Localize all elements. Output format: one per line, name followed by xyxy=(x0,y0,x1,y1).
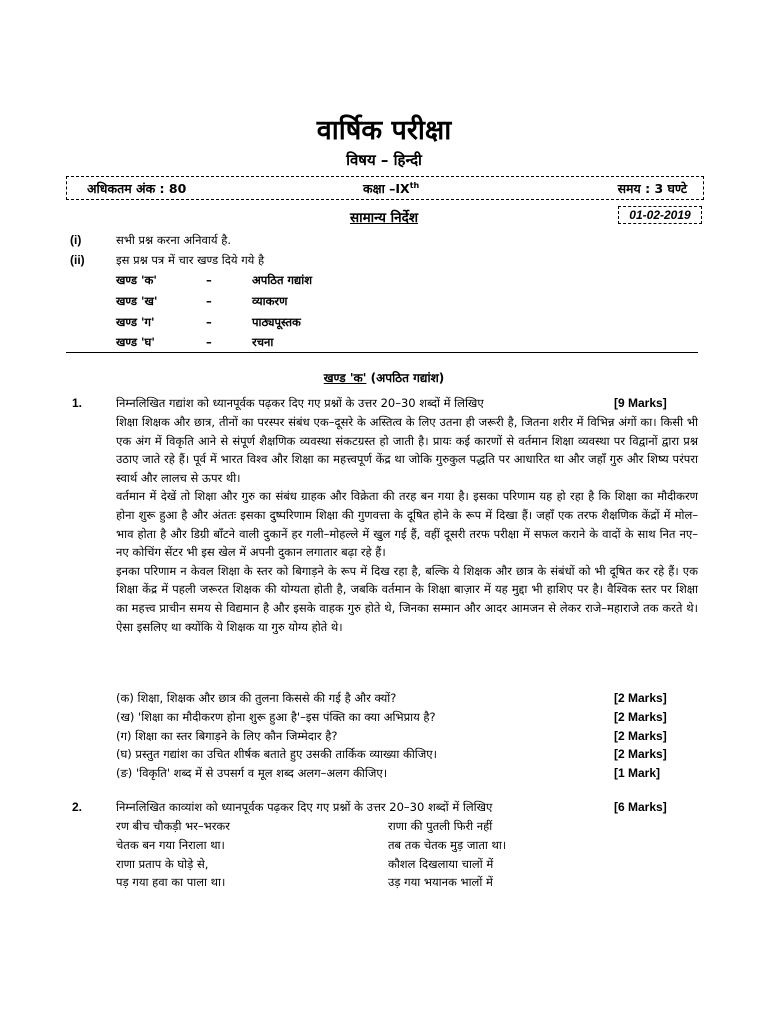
question-2-number: 2. xyxy=(72,800,83,814)
question-2-marks: [6 Marks] xyxy=(614,800,667,814)
subquestion-kha: (ख) 'शिक्षा का मौदीकरण होना शुरू हुआ है'–इस पंक्ति का क्या अभिप्राय है? xyxy=(116,710,436,724)
subquestion-nga: (ङ) 'विकृति' शब्द में से उपसर्ग व मूल शब्द अलग–अलग कीजिए। xyxy=(116,766,388,780)
subquestion-kha-marks: [2 Marks] xyxy=(614,710,667,724)
section-desc-kha: व्याकरण xyxy=(252,294,288,308)
section-desc-ka: अपठित गद्यांश xyxy=(252,273,313,287)
exam-title: वार्षिक परीक्षा xyxy=(316,115,452,146)
instructions-heading: सामान्य निर्देश xyxy=(349,210,419,226)
subquestion-ka-marks: [2 Marks] xyxy=(614,691,667,705)
exam-date: 01-02-2019 xyxy=(618,206,702,224)
section-a-heading-main: खण्ड 'क' xyxy=(323,371,367,385)
poem-left-line-4: पड़ गया हवा का पाला था। xyxy=(116,875,226,889)
poem-right-line-3: कौशल दिखलाया चालों में xyxy=(388,857,494,871)
poem-left-line-1: रण बीच चौकड़ी भर–भरकर xyxy=(116,819,230,833)
passage-paragraph-1: शिक्षा शिक्षक और छात्र, तीनों का परस्पर संबंध एक–दूसरे के अस्तित्व के लिए उतना ही जरूरी है, जितना शरीर में विभिन्न अंगों का। किसी भी एक अंग में विकृति आने से संपूर्ण शैक्षणिक व्यवस्था संकटग्रस्त हो जाती है। प्रायः कई कारणों से वर्तमान शिक्षा व्यवस्था पर विद्वानों द्वारा प्रश्न उठाए जाते रहे हैं। पूर्व में भारत विश्व और शिक्षा का महत्त्वपूर्ण केंद्र था जोकि गुरुकुल पद्धति पर आधारित था और जहाँ गुरु और शिष्य परंपरा स्वार्थ और लालच से ऊपर थी। xyxy=(116,415,698,485)
subquestion-ga: (ग) शिक्षा का स्तर बिगाड़ने के लिए कौन जिम्मेदार है? xyxy=(116,729,338,743)
question-1-marks: [9 Marks] xyxy=(614,396,667,410)
time-info: समय : 3 घण्टे xyxy=(617,181,687,196)
max-marks: अधिकतम अंक : 80 xyxy=(87,181,187,196)
section-dash-gha: – xyxy=(206,335,212,349)
instruction-text-2: इस प्रश्न पत्र में चार खण्ड दिये गये है xyxy=(116,253,265,267)
instruction-num-1: (i) xyxy=(70,233,82,247)
section-dash-ka: – xyxy=(206,273,212,287)
subquestion-gha-marks: [2 Marks] xyxy=(614,747,667,761)
instruction-text-1: सभी प्रश्न करना अनिवार्य है. xyxy=(116,233,231,247)
passage-paragraph-3: इनका परिणाम न केवल शिक्षा के स्तर को बिगाड़ने के रूप में दिख रहा है, बल्कि ये शिक्षक और छात्र के संबंधों को भी दूषित कर रहे हैं। एक शिक्षा केंद्र में पहली जरूरत शिक्षक की योग्यता होती है, जबकि वर्तमान के शिक्षा बाज़ार में यह मुद्दा भी हाशिए पर है। वैश्विक स्तर पर शिक्षा का महत्त्व प्राचीन समय से विद्यमान है और इसके वाहक गुरु होते थे, जिनका सम्मान और आदर आमजन से लेकर राजे–महाराजे तक करते थे। ऐसा इसलिए था क्योंकि ये शिक्षक या गुरु योग्य होते थे। xyxy=(116,563,698,634)
subquestion-ka: (क) शिक्षा, शिक्षक और छात्र की तुलना किससे की गई है और क्यों? xyxy=(116,691,397,705)
section-a-heading-rest: (अपठित गद्यांश) xyxy=(366,371,445,385)
question-1-prompt: निम्नलिखित गद्यांश को ध्यानपूर्वक पढ़कर दिए गए प्रश्नों के उत्तर 20–30 शब्दों में लिखिए xyxy=(116,396,484,410)
subject-line: विषय – हिन्दी xyxy=(346,151,422,169)
subquestion-nga-marks: [1 Mark] xyxy=(614,766,661,780)
section-name-gha: खण्ड 'घ' xyxy=(116,335,155,349)
section-desc-ga: पाठ्यपूस्तक xyxy=(252,315,301,329)
poem-right-line-2: तब तक चेतक मुड़ जाता था। xyxy=(388,838,507,852)
subquestion-gha: (घ) प्रस्तुत गद्यांश का उचित शीर्षक बताते हुए उसकी तार्किक व्याख्या कीजिए। xyxy=(116,747,438,761)
section-name-kha: खण्ड 'ख' xyxy=(116,294,158,308)
instruction-num-2: (ii) xyxy=(70,253,85,267)
class-label: कक्षा –IX xyxy=(363,181,410,196)
poem-left-line-3: राणा प्रताप के घोड़े से, xyxy=(116,857,209,871)
subquestion-ga-marks: [2 Marks] xyxy=(614,729,667,743)
section-a-heading xyxy=(0,369,768,386)
question-2-prompt: निम्नलिखित काव्यांश को ध्यानपूर्वक पढ़कर दिए गए प्रश्नों के उत्तर 20–30 शब्दों में लिखिए xyxy=(116,800,493,814)
section-dash-ga: – xyxy=(206,315,212,329)
section-desc-gha: रचना xyxy=(252,335,274,349)
question-1-passage xyxy=(116,413,698,636)
section-dash-kha: – xyxy=(206,294,212,308)
divider-line xyxy=(66,352,698,353)
passage-paragraph-2: वर्तमान में देखें तो शिक्षा और गुरु का संबंध ग्राहक और विक्रेता की तरह बन गया है। इसका परिणाम यह हो रहा है कि शिक्षा का मौदीकरण होना शुरू हुआ है और अंततः इसका दुष्परिणाम शिक्षा की गुणवत्ता के दूषित होने के रूप में दिखा हैं। जहाँ एक तरफ शैक्षणिक केंद्रों में मोल–भाव होता है और डिग्री बाँटने वाली दुकानें हर गली–मोहल्ले में खुल गई हैं, वहीं दूसरी तरफ परीक्षा में सफल कराने के वादों के साथ नित नए–नए कोचिंग सेंटर भी इस खेल में अपनी दुकान लगातार बढ़ा रहे हैं। xyxy=(116,489,698,560)
poem-left-line-2: चेतक बन गया निराला था। xyxy=(116,838,225,852)
class-info xyxy=(363,180,419,197)
class-superscript: th xyxy=(409,180,420,190)
poem-right-line-4: उड़ गया भयानक भालों में xyxy=(388,875,493,889)
exam-info-box xyxy=(66,176,704,200)
poem-right-line-1: राणा की पुतली फिरी नहीं xyxy=(388,819,493,833)
section-name-ga: खण्ड 'ग' xyxy=(116,315,155,329)
question-1-number: 1. xyxy=(72,396,83,410)
section-name-ka: खण्ड 'क' xyxy=(116,273,157,287)
